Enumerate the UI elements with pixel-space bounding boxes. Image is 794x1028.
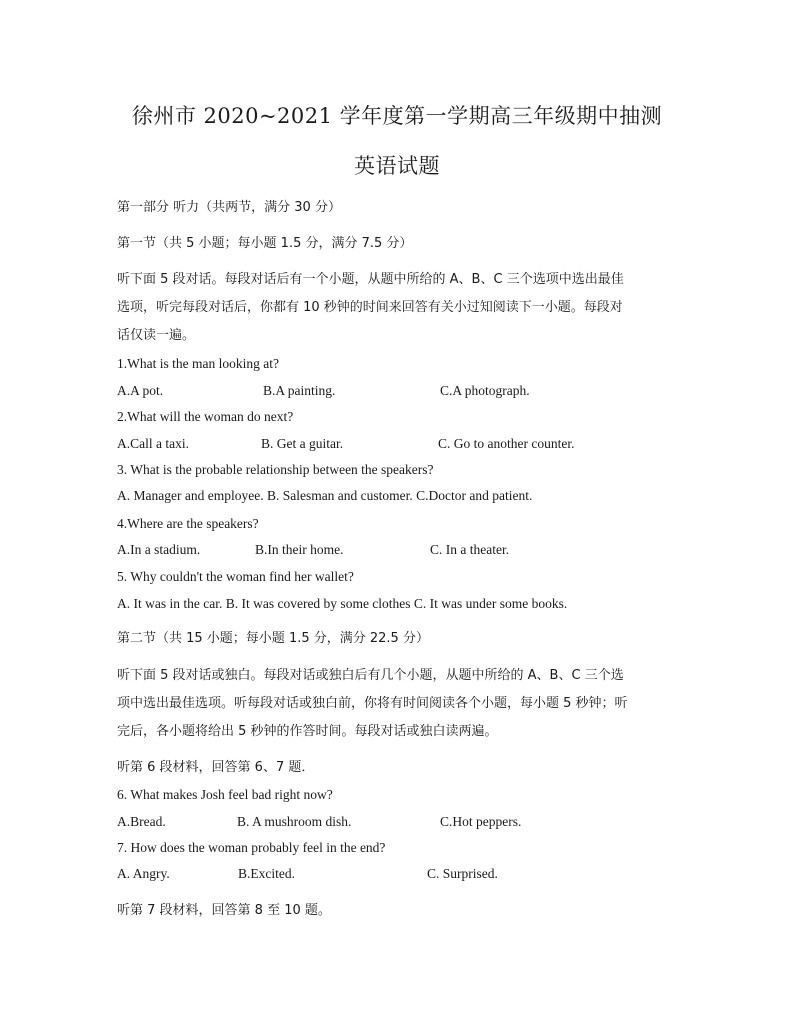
option-a: A.Call a taxi.: [117, 436, 189, 451]
option-a: A.Bread.: [117, 814, 166, 829]
option-c: C.A photograph.: [440, 383, 530, 398]
instruction-line: 听下面 5 段对话或独白。每段对话或独白后有几个小题，从题中所给的 A、B、C 三个选: [117, 668, 624, 683]
section-heading: 第一节（共 5 小题；每小题 1.5 分，满分 7.5 分）: [117, 236, 413, 251]
instruction-line: 选项，听完每段对话后，你都有 10 秒钟的时间来回答有关小过知阅读下一小题。每段对: [117, 300, 623, 315]
question-stem: 4.Where are the speakers?: [117, 516, 259, 531]
option-b: B.In their home.: [255, 542, 344, 557]
option-c: C. Surprised.: [427, 866, 498, 881]
options-line: A. It was in the car. B. It was covered by some clothes C. It was under some books.: [117, 596, 568, 611]
option-c: C. In a theater.: [430, 542, 510, 557]
question-stem: 6. What makes Josh feel bad right now?: [117, 787, 333, 802]
option-c: C. Go to another counter.: [438, 436, 575, 451]
option-a: A.A pot.: [117, 383, 164, 398]
option-b: B.Excited.: [238, 866, 295, 881]
option-b: B. Get a guitar.: [261, 436, 344, 451]
question-stem: 7. How does the woman probably feel in the end?: [117, 840, 386, 855]
instruction-line: 话仅读一遍。: [117, 328, 196, 343]
option-a: A. Angry.: [117, 866, 170, 881]
options-line: A. Manager and employee. B. Salesman and customer. C.Doctor and patient.: [117, 488, 533, 503]
option-b: B.A painting.: [263, 383, 336, 398]
section-heading: 第二节（共 15 小题；每小题 1.5 分，满分 22.5 分）: [117, 631, 429, 646]
question-stem: 2.What will the woman do next?: [117, 409, 294, 424]
option-b: B. A mushroom dish.: [237, 814, 352, 829]
page-title: 徐州市 2020~2021 学年度第一学期高三年级期中抽测: [131, 104, 663, 128]
option-a: A.In a stadium.: [117, 542, 201, 557]
instruction-line: 完后，各小题将给出 5 秒钟的作答时间。每段对话或独白读两遍。: [117, 724, 498, 739]
segment-heading: 听第 6 段材料，回答第 6、7 题．: [117, 760, 315, 775]
instruction-line: 项中选出最佳选项。听每段对话或独白前，你将有时间阅读各个小题，每小题 5 秒钟；听: [117, 696, 628, 711]
question-stem: 1.What is the man looking at?: [117, 356, 279, 371]
question-stem: 5. Why couldn't the woman find her wallet?: [117, 569, 354, 584]
part-heading: 第一部分 听力（共两节，满分 30 分）: [117, 200, 341, 215]
instruction-line: 听下面 5 段对话。每段对话后有一个小题，从题中所给的 A、B、C 三个选项中选出最佳: [117, 272, 624, 287]
option-c: C.Hot peppers.: [440, 814, 522, 829]
segment-heading: 听第 7 段材料，回答第 8 至 10 题。: [117, 903, 331, 918]
page-subtitle: 英语试题: [354, 154, 440, 178]
question-stem: 3. What is the probable relationship between the speakers?: [117, 462, 434, 477]
